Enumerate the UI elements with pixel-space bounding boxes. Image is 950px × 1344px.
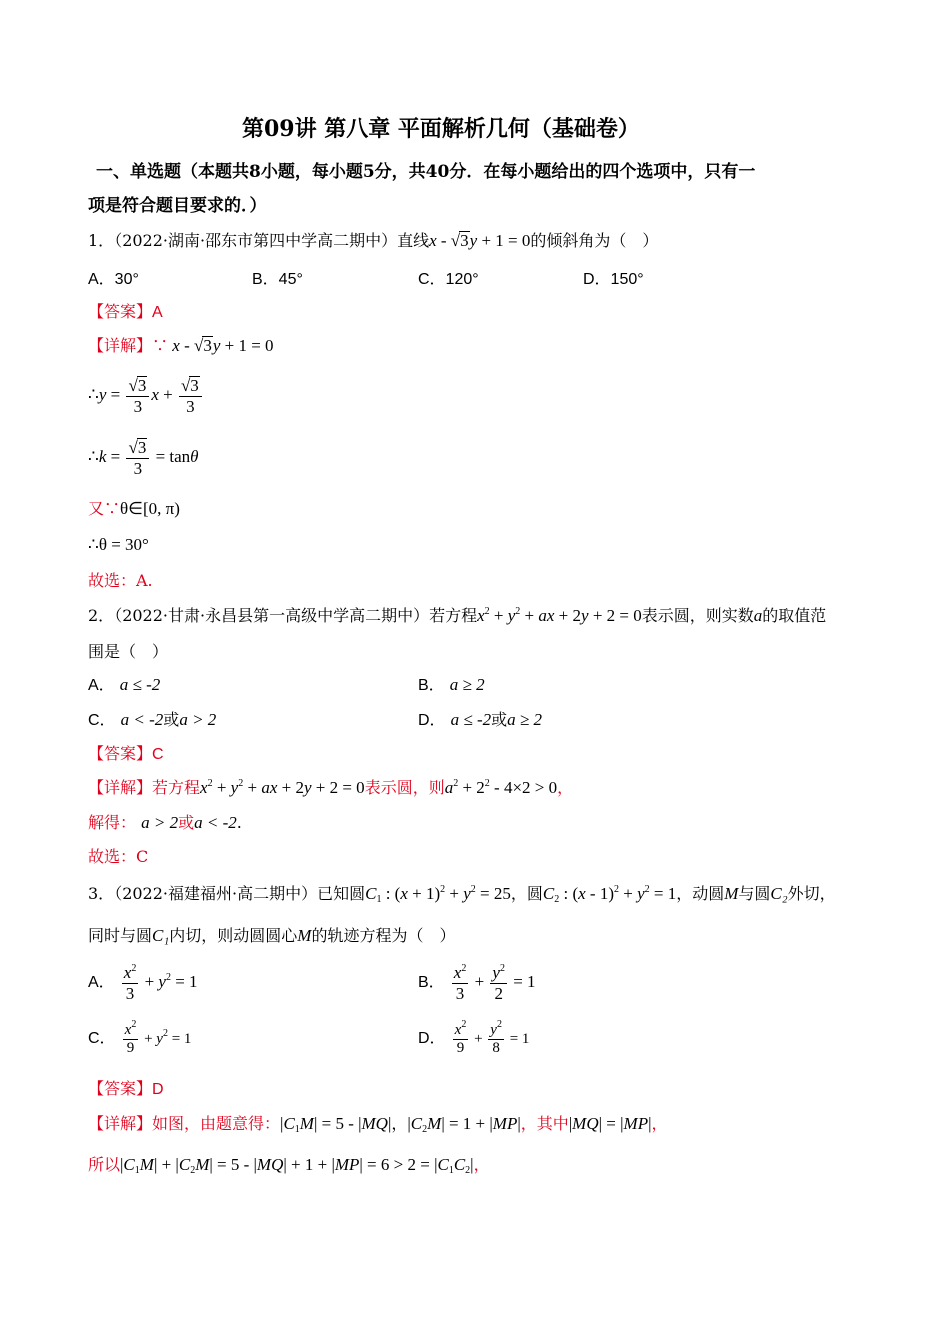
section-heading-line2: 项是符合题目要求的．） [88, 196, 267, 216]
q3-stem-line2: 同时与圆C₁内切，则动圆圆心M的轨迹方程为（ ） [88, 926, 456, 945]
q2-option-b[interactable]: B． a ≥ 2 [418, 675, 485, 694]
q3-detail-line1: 【详解】如图，由题意得：$|C_1M| = 5 - |MQ|$，$|C_2M| = 1 + |MP|$，其中|MQ| = |MP|， [88, 1114, 668, 1135]
q3-circle1: $C_1$ : $(x + 1)^2 + y^2 = 25$ [365, 884, 511, 905]
q2-option-d[interactable]: D． a ≤ -2或a ≥ 2 [418, 710, 543, 729]
q2-stem-line1 [88, 606, 826, 626]
q1-answer [88, 302, 163, 322]
q1-sol-line4-math: θ∈[0, π) [120, 499, 180, 518]
q2-source: （2022·甘肃·永昌县第一高级中学高二期中）若方程 [114, 606, 478, 625]
q3-option-b[interactable]: B． $\frac{x^2}{3}$ + $\frac{y^2}{2}$ = 1 [418, 963, 536, 1003]
q2-equation: $x^2 + y^2$ + ax + 2y + 2 = 0 [477, 606, 642, 625]
section-heading-line1: 一、单选题（本题共8小题，每小题5分，共40分．在每小题给出的四个选项中，只有一 [96, 162, 756, 182]
q1-answer-value: A [152, 304, 163, 321]
q1-option-a[interactable]: A．30° [88, 271, 139, 288]
q2-option-c[interactable]: C． a < -2或a > 2 [88, 710, 217, 729]
q2-number: 2． [88, 606, 115, 625]
q2-conclusion: 故选：C [88, 847, 149, 866]
detail-label: 【详解】 [88, 336, 153, 355]
q3-option-d[interactable]: D． $\frac{x^2}{9}$ + $\frac{y^2}{8}$ = 1 [418, 1019, 530, 1057]
q3-answer-value: D [152, 1081, 164, 1098]
q2-suffix2: 的取值范 [762, 606, 827, 625]
q3-detail-line2: 所以$|C_1M| + |C_2M| = 5 - |MQ| + 1 + |MP| = 6 > 2 = |C_1C_2|$， [88, 1155, 490, 1176]
q2-suffix1: 表示圆，则实数 [641, 606, 754, 625]
q1-sol-line4-prefix: 又∵ [88, 499, 121, 518]
q1-option-d[interactable]: D．150° [583, 271, 644, 288]
q2-detail-line2: 解得： a > 2或a < -2. [88, 813, 242, 832]
q1-sol-line3: ∴k = $\frac{√3}{3}$ = tanθ [88, 438, 199, 478]
q1-sol-line5: ∴θ = 30° [88, 535, 149, 554]
q1-conclusion: 故选：A. [88, 571, 153, 590]
q1-stem: 1．（2022·湖南·邵东市第四中学高二期中）直线x - √3y + 1 = 0的倾斜角为（ ） [88, 231, 659, 250]
q1-detail-line1: 【详解】∵ x - √3y + 1 = 0 [88, 336, 274, 355]
q2-var-a: a [753, 606, 763, 625]
q2-option-a[interactable]: A． a ≤ -2 [88, 675, 161, 694]
q2-detail-line1: 【详解】若方程$x^2 + y^2$ + ax + 2y + 2 = 0表示圆，则$a^2 + 2^2 - 4\times 2 > 0$， [88, 778, 574, 797]
q1-option-b[interactable]: B．45° [252, 271, 303, 288]
q3-stem-line1: 3．（2022·福建福州·高二期中）已知圆$C_1$ : $(x + 1)^2 + y^2 = 25$，圆$C_2$ : $(x - 1)^2 + y^2 = 1$，动圆M与圆C₂外切， [88, 884, 836, 905]
q1-source: （2022·湖南·邵东市第四中学高二期中）直线 [114, 231, 430, 250]
q1-sol-line2: ∴y = $\frac{√3}{3}$ x + $\frac{√3}{3}$ [88, 376, 204, 416]
q1-suffix: 的倾斜角为（ ） [530, 231, 659, 250]
q3-circle2: $C_2$ : $(x - 1)^2 + y^2 = 1$ [542, 884, 677, 905]
q2-answer: 【答案】C [88, 744, 164, 763]
answer-label: 【答案】 [88, 302, 153, 321]
q2-answer-value: C [152, 746, 164, 763]
because-symbol: ∵ [152, 336, 169, 355]
q1-option-c[interactable]: C．120° [418, 271, 479, 288]
q1-sol-line4 [88, 499, 180, 519]
q3-option-a[interactable]: A． $\frac{x^2}{3}$ + $y^2 = 1$ [88, 963, 198, 1003]
q3-option-c[interactable]: C． $\frac{x^2}{9}$ + $y^2 = 1$ [88, 1019, 192, 1057]
q1-number: 1． [88, 231, 115, 250]
q3-answer: 【答案】D [88, 1079, 164, 1098]
document-title: 第09讲 第八章 平面解析几何（基础卷） [242, 116, 640, 142]
q2-stem-line2: 围是（ ） [88, 642, 169, 661]
